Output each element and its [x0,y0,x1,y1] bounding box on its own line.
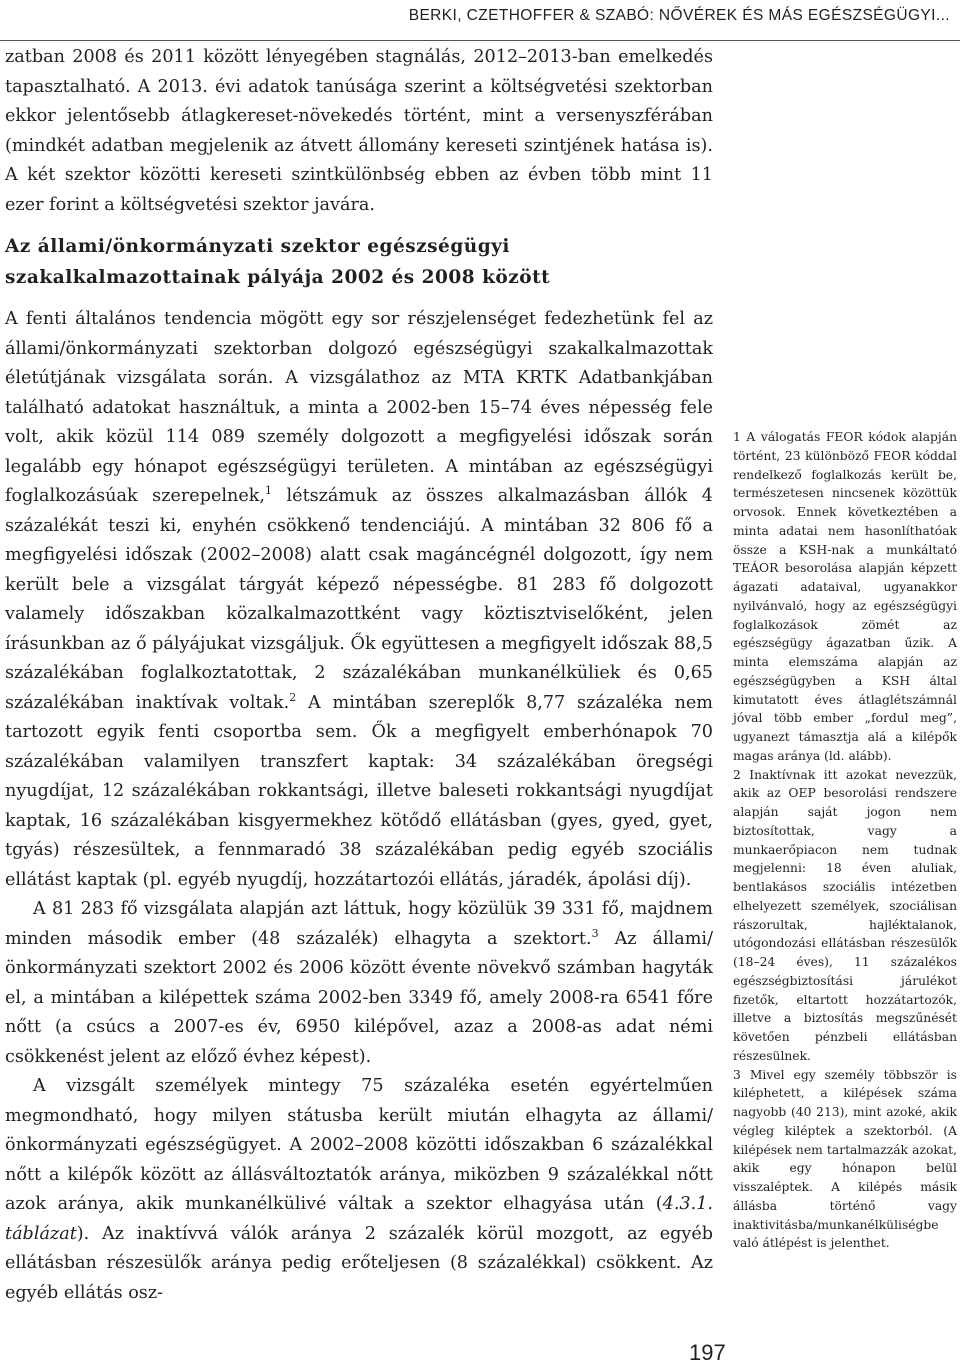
footnote-ref-1[interactable]: 1 [265,484,272,497]
body-text: A mintában szereplők 8,77 százaléka nem tartozott egyik fenti csoportba sem. Ők a megfigyelt emberhónapok 70 százalékában valamilyen transzfert kaptak: 34 százalékában öregségi nyugdíjat, 12 százalékában rokkantsági, illetve baleseti rokkantsági nyugdíjat kaptak, 16 százalékában kisgyermekhez kötődő ellátásban (gyes, gyed, gyet, tgyás) részesültek, a fennmaradó 38 százalékában pedig egyéb szociális ellátást kaptak (pl. egyéb nyugdíj, hozzátartozói ellátás, járadék, ápolási díj). [5,692,713,890]
table-reference[interactable]: 4.3.1. táblázat [5,1194,713,1244]
footnote-3: 3 Mivel egy személy többször is kiléphetett, a kilépések száma nagyobb (40 213), mint azoké, akik végleg kiléptek a szektorból. (A kilépések nem tartalmazzák azokat, akik egy hónapon belül visszaléptek. A kilépés másik állásba történő vagy inaktivitásba/munkanélküliségbe való átlépést is jelenthet. [733,1067,957,1251]
footnote-ref-2[interactable]: 2 [289,690,297,704]
section-title: Az állami/önkormányzati szektor egészségügyi szakalkalmazottainak pályája 2002 és 2008 között [5,236,551,288]
intro-paragraph: zatban 2008 és 2011 között lényegében stagnálás, 2012–2013-ban emelkedés tapasztalható. A 2013. évi adatok tanúsága szerint a költségvetési szektorban ekkor jelentősebb átlagkereset-növekedés történt, mint a versenyszférában (mindkét adatban megjelenik az átvett állomány kereseti szintjének hatása is). A két szektor közötti kereseti szintkülönbség ebben az évben több mint 11 ezer forint a költségvetési szektor javára. [5,47,713,215]
body-paragraph-3 [5,1072,713,1308]
body-text: Az állami/önkormányzati szektort 2002 és 2006 között évente növekvő számban hagyták el, a mintában a kilépettek száma 2002-ben 3349 fő, amely 2008-ra 6541 főre nőtt (a csúcs a 2007-es év, 6950 kilépővel, azaz a 2008-as adat némi csökkenést jelent az előző évhez képest). [5,928,713,1067]
header-divider [0,40,960,41]
body-text: ). Az inaktívvá válók aránya 2 százalék körül mozgott, az egyéb ellátásban részesülők aránya pedig erőteljesen (8 százalékkal) csökkent. Az egyéb ellátás osz- [5,1223,713,1303]
body-text: A fenti általános tendencia mögött egy sor részjelenséget fedezhetünk fel az állami/önkormányzati szektorban dolgozó egészségügyi szakalkalmazottak életútjának vizsgálata során. A vizsgálathoz az MTA KRTK Adatbankjában található adatokat használtuk, a minta a 2002-ben 15–74 éves népesség fele volt, akik közül 114 089 személy dolgozott a megfigyelési időszak során legalább egy hónapot egészségügyi területen. A mintában az egészségügyi foglalkozásúak szerepelnek, [5,309,713,506]
body-text: létszámuk az összes alkalmazásban állók 4 százalékát teszi ki, enyhén csökkenő tendenciájú. A mintában 32 806 fő a megfigyelési időszak (2002–2008) alatt csak magáncégnél dolgozott, így nem került bele a vizsgálat tárgyát képező népességbe. 81 283 fő dolgozott valamely időszakban közalkalmazottként vagy köztisztviselőként, jelen írásunkban az ő pályájukat vizsgáljuk. Ők együttesen a megfigyelt időszak 88,5 százalékában foglalkoztatottak, 2 százalékában munkanélküliek és 0,65 százalékában inaktívak voltak. [5,486,713,713]
page-number: 197 [689,1340,726,1365]
body-text: A 81 283 fő vizsgálata alapján azt láttuk, hogy közülük 39 331 fő, majdnem minden második ember (48 százalék) elhagyta a szektort. [5,899,713,949]
running-head: BERKI, CZETHOFFER & SZABÓ: NŐVÉREK ÉS MÁS EGÉSZSÉGÜGYI... [408,7,950,24]
body-paragraph-1 [5,305,713,895]
body-text: A vizsgált személyek mintegy 75 százaléka esetén egyértelműen megmondható, hogy milyen státusba került miután elhagyta az állami/önkormányzati egészségügyet. A 2002–2008 közötti időszakban 6 százalékkal nőtt a kilépők között az állásváltoztatók aránya, miközben 9 százalékkal nőtt azok aránya, akik munkanélkülivé váltak a szektor elhagyása után ( [5,1076,713,1214]
footnote-2: 2 Inaktívnak itt azokat nevezzük, akik az OEP besorolási rendszere alapján saját jogon nem biztosítottak, vagy a munkaerőpiacon nem tudnak megjelenni: 18 éven aluliak, bentlakásos szociális intézetben elhelyezett személyek, szociálisan rászorultak, hajléktalanok, utógondozási ellátásban részesülők (18–24 éves), 11 százalékos egészségbiztosítási járulékot fizetők, eltartott hozzátartozók, illetve a biztosítás megszűnését követően pénzbeli ellátásban részesülnek. [733,767,957,1063]
footnotes-column [733,428,957,1253]
body-paragraph-2 [5,895,713,1072]
main-column [5,43,713,1308]
footnote-1: 1 A válogatás FEOR kódok alapján történt, 23 különböző FEOR kóddal rendelkező foglalkozás került be, természetesen nincsenek közöttük orvosok. Ennek következtében a minta adatai nem hasonlíthatóak össze a KSH-nak a munkáltató TEÁOR besorolása alapján képzett ágazati adataival, ugyanakkor nyilvánvaló, hogy az egészségügyi foglalkozások zömét az egészségügy ágazatban űzik. A minta elemszáma alapján az egészségügyben a KSH által kimutatott éves átlaglétszámnál jóval több ember „fordul meg”, ugyanezt támasztja alá a kilépők magas aránya (ld. alább). [733,430,957,763]
footnote-ref-3[interactable]: 3 [591,926,599,940]
